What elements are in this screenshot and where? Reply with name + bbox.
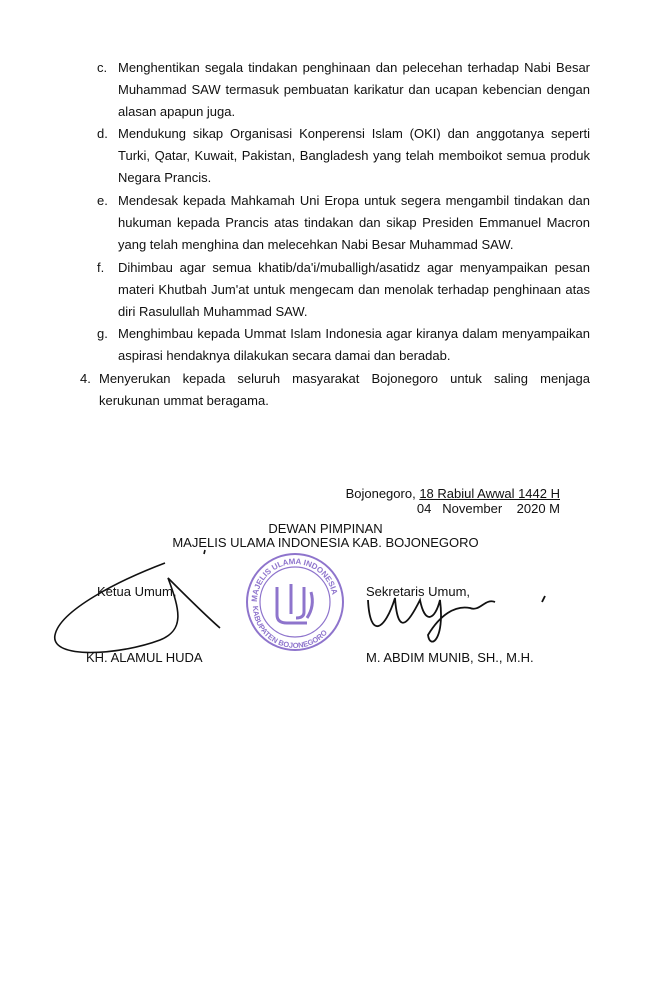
list-text: Mendukung sikap Organisasi Konperensi Islam (OKI) dan anggotanya seperti Turki, Qatar, Kuwait, Pakistan, Bangladesh yang telah memboikot semua produk Negara Prancis. xyxy=(118,126,590,186)
list-text: Mendesak kepada Mahkamah Uni Eropa untuk segera mengambil tindakan dan hukuman kepada Prancis atas tindakan dan sikap Presiden Emmanuel Macron yang telah menghina dan melecehkan Nabi Besar Muhammad SAW. xyxy=(118,193,590,253)
list-text: Menyerukan kepada seluruh masyarakat Bojonegoro untuk saling menjaga kerukunan ummat beragama. xyxy=(99,371,590,409)
list-label: e. xyxy=(97,193,108,208)
list-label: f. xyxy=(97,260,105,275)
list-label: g. xyxy=(97,326,108,341)
council-line2: MAJELIS ULAMA INDONESIA KAB. BOJONEGORO xyxy=(172,535,479,550)
list-label: d. xyxy=(97,126,108,141)
left-signatory-name: KH. ALAMUL HUDA xyxy=(86,650,203,665)
date-gregorian: 04 November 2020 M xyxy=(416,501,560,516)
council-line1: DEWAN PIMPINAN xyxy=(268,521,383,536)
stamp-icon xyxy=(247,554,343,650)
date-hijri: 18 Rabiul Awwal 1442 H xyxy=(419,486,560,501)
signature-left xyxy=(55,550,220,653)
svg-text:KABUPATEN BOJONEGORO: KABUPATEN BOJONEGORO xyxy=(250,605,329,651)
left-signatory-title: Ketua Umum, xyxy=(97,584,177,599)
list-text: Dihimbau agar semua khatib/da'i/muballigh/asatidz agar menyampaikan pesan materi Khutbah Jum'at untuk mengecam dan menolak terhadap penghinaan atas diri Rasulullah Muhammad SAW. xyxy=(118,260,590,320)
date-place: Bojonegoro, xyxy=(345,486,420,501)
svg-text:MAJELIS ULAMA INDONESIA: MAJELIS ULAMA INDONESIA xyxy=(249,556,340,603)
right-signatory-title: Sekretaris Umum, xyxy=(366,584,471,599)
list-text: Menghimbau kepada Ummat Islam Indonesia agar kiranya dalam menyampaikan aspirasi hendaknya dilakukan secara damai dan beradab. xyxy=(118,326,590,364)
list-label: 4. xyxy=(80,371,91,386)
signature-right xyxy=(368,596,545,642)
list-text: Menghentikan segala tindakan penghinaan dan pelecehan terhadap Nabi Besar Muhammad SAW termasuk pembuatan karikatur dan ucapan kebencian dengan alasan apapun juga. xyxy=(118,60,590,120)
right-signatory-name: M. ABDIM MUNIB, SH., M.H. xyxy=(366,650,534,665)
list-label: c. xyxy=(97,60,108,75)
